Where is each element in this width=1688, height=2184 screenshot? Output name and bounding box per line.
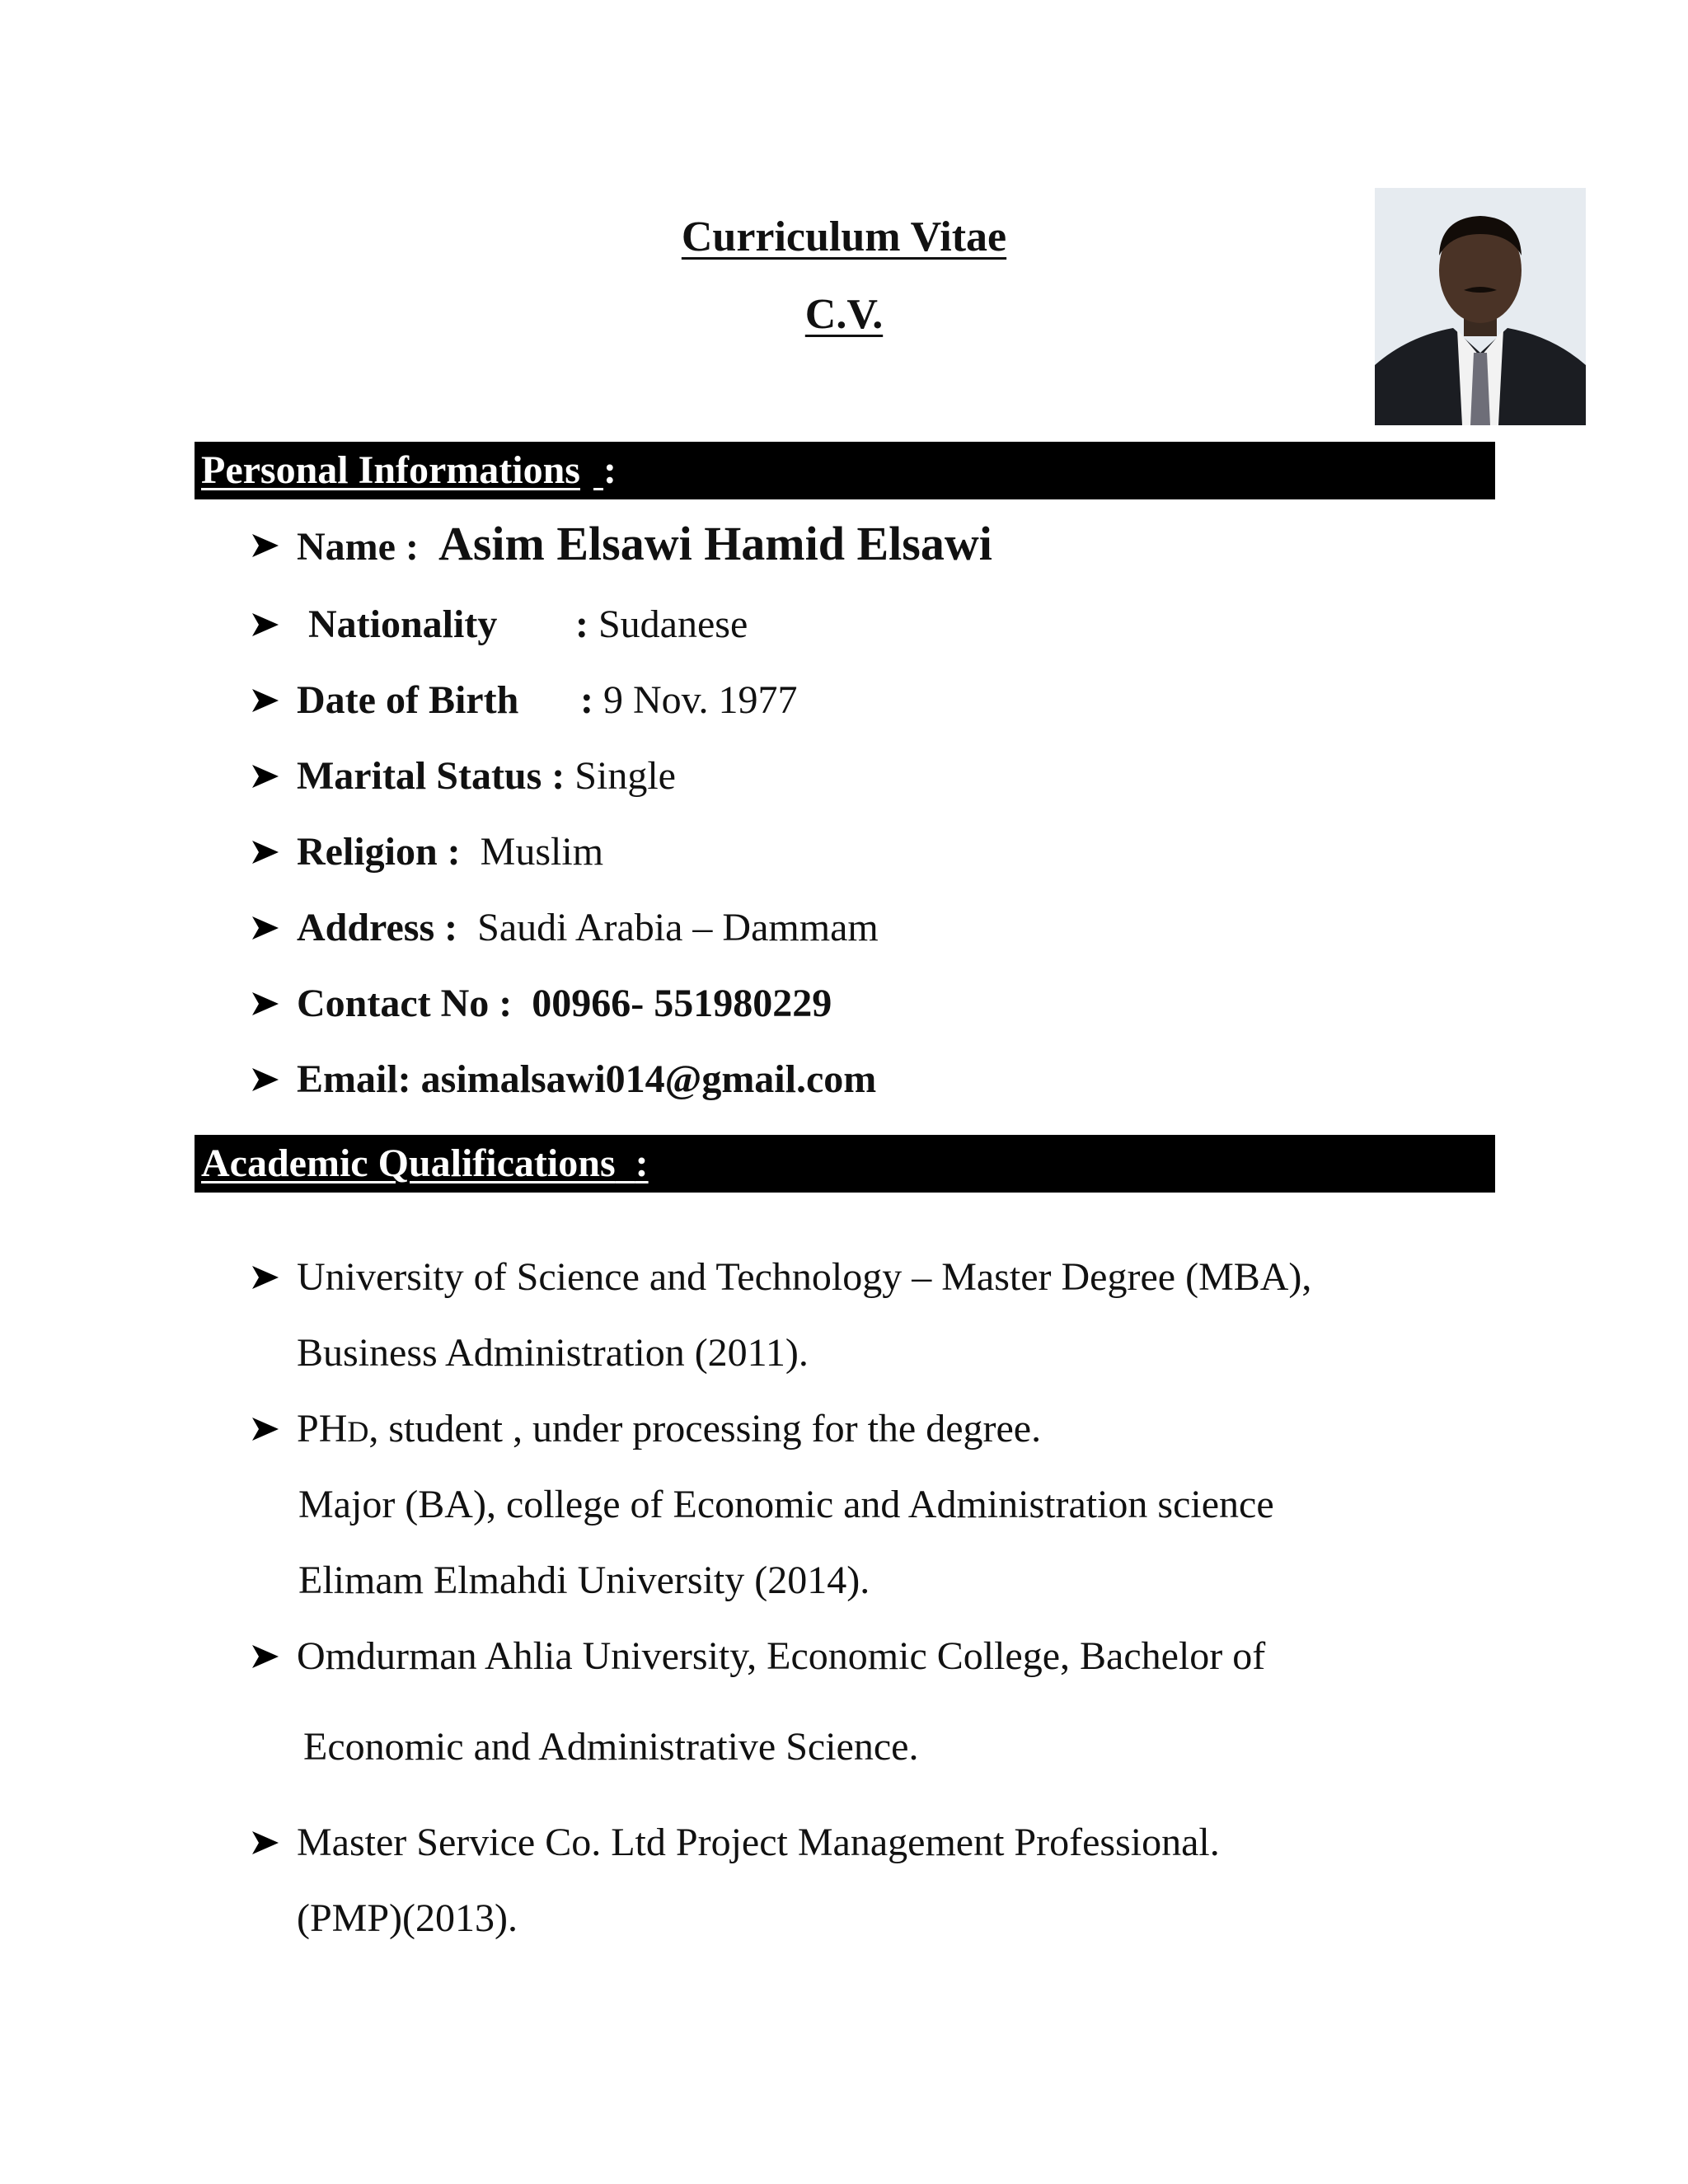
section-header-personal: Personal Informations : xyxy=(195,442,1495,499)
academic-item-1-line-2: Business Administration (2011). xyxy=(297,1331,809,1375)
arrow-bullet-icon xyxy=(249,836,282,869)
section-header-academic: Academic Qualifications : xyxy=(195,1135,1495,1193)
personal-dob-value: : 9 Nov. 1977 xyxy=(580,678,798,722)
arrow-bullet-icon xyxy=(249,1640,282,1673)
personal-dob: Date of Birth xyxy=(297,678,519,722)
personal-nationality-value: : Sudanese xyxy=(575,602,748,646)
personal-religion: Religion : Muslim xyxy=(297,830,604,874)
arrow-bullet-icon xyxy=(249,684,282,717)
personal-email: Email: asimalsawi014@gmail.com xyxy=(297,1057,877,1101)
cv-subtitle: C.V. xyxy=(804,291,884,338)
cv-title: Curriculum Vitae xyxy=(681,213,1007,260)
arrow-bullet-icon xyxy=(249,760,282,793)
arrow-bullet-icon xyxy=(249,529,282,562)
person-portrait-icon xyxy=(1375,188,1586,425)
personal-contact: Contact No : 00966- 551980229 xyxy=(297,982,832,1025)
academic-item-4-line-1: Master Service Co. Ltd Project Management Professional. xyxy=(297,1821,1220,1864)
personal-address: Address : Saudi Arabia – Dammam xyxy=(297,906,879,949)
arrow-bullet-icon xyxy=(249,1063,282,1096)
academic-item-1-line-1: University of Science and Technology – Master Degree (MBA), xyxy=(297,1255,1312,1299)
arrow-bullet-icon xyxy=(249,912,282,944)
academic-item-2-line-1: PHD, student , under processing for the degree. xyxy=(297,1407,1042,1451)
arrow-bullet-icon xyxy=(249,1826,282,1859)
arrow-bullet-icon xyxy=(249,1261,282,1294)
personal-name: Name : Asim Elsawi Hamid Elsawi xyxy=(297,517,992,570)
profile-photo xyxy=(1375,188,1586,425)
arrow-bullet-icon xyxy=(249,987,282,1020)
arrow-bullet-icon xyxy=(249,608,282,641)
academic-item-4-line-2: (PMP)(2013). xyxy=(297,1896,518,1940)
academic-item-2-line-3: Elimam Elmahdi University (2014). xyxy=(298,1558,870,1602)
academic-item-3-line-1: Omdurman Ahlia University, Economic College, Bachelor of xyxy=(297,1634,1266,1678)
academic-item-3-line-2: Economic and Administrative Science. xyxy=(303,1725,919,1769)
personal-marital-status: Marital Status : Single xyxy=(297,754,676,798)
personal-nationality: Nationality xyxy=(308,602,498,646)
arrow-bullet-icon xyxy=(249,1413,282,1446)
academic-item-2-line-2: Major (BA), college of Economic and Administration science xyxy=(298,1483,1274,1526)
